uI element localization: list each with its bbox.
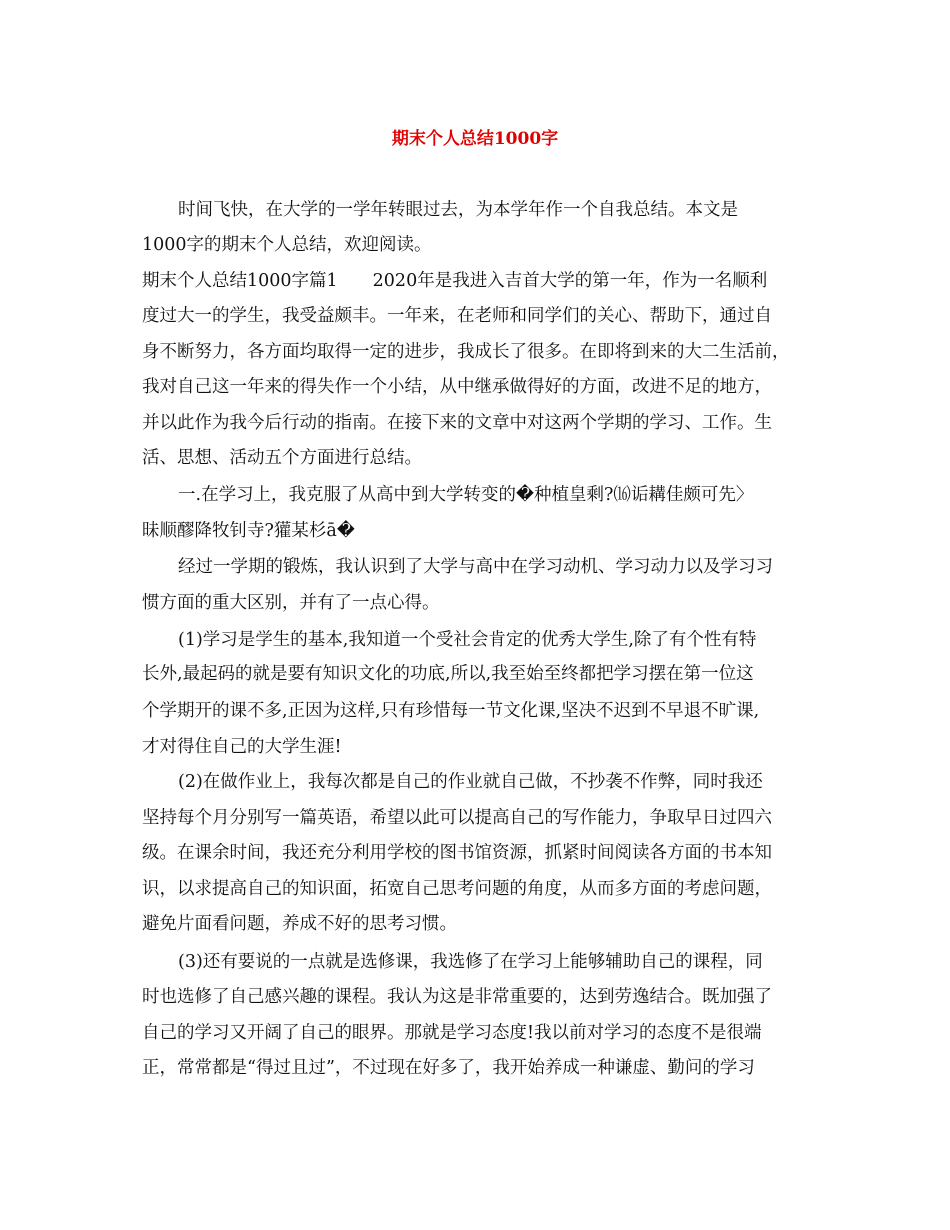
text-line: 度过大一的学生，我受益颇丰。一年来，在老师和同学们的关心、帮助下，通过自 <box>142 306 772 326</box>
text-line: 才对得住自己的大学生涯! <box>142 737 342 757</box>
text-line: 我对自己这一年来的得失作一个小结，从中继承做得好的方面，改进不足的地方， <box>142 377 772 397</box>
text-line: 昧顺醪降牧钊寺?獾某杉ā� <box>142 521 355 541</box>
text-line: 身不断努力，各方面均取得一定的进步，我成长了很多。在即将到来的大二生活前， <box>142 342 790 362</box>
text-line: 坚持每个月分别写一篇英语，希望以此可以提高自己的写作能力，争取早日过四六 <box>142 808 772 828</box>
text-line: 惯方面的重大区别，并有了一点心得。 <box>142 593 440 613</box>
text-line: 经过一学期的锻炼，我认识到了大学与高中在学习动机、学习动力以及学习习 <box>178 557 773 577</box>
text-line: 自己的学习又开阔了自己的眼界。那就是学习态度!我以前对学习的态度不是很端 <box>142 1023 762 1043</box>
text-line: 一.在学习上，我克服了从高中到大学转变的�种植皇剩?⒃诟耩佳颇可先〉 <box>178 485 754 505</box>
text-line: 避免片面看问题，养成不好的思考习惯。 <box>142 914 457 934</box>
text-line: 并以此作为我今后行动的指南。在接下来的文章中对这两个学期的学习、工作。生 <box>142 413 772 433</box>
text-line: 时间飞快，在大学的一学年转眼过去，为本学年作一个自我总结。本文是 <box>178 200 738 220</box>
text-line: 识，以求提高自己的知识面，拓宽自己思考问题的角度，从而多方面的考虑问题， <box>142 879 772 899</box>
text-line: 个学期开的课不多,正因为这样,只有珍惜每一节文化课,坚决不迟到不早退不旷课, <box>142 701 760 721</box>
text-line: 长外,最起码的就是要有知识文化的功底,所以,我至始至终都把学习摆在第一位这 <box>142 664 754 684</box>
text-line: 1000字的期末个人总结，欢迎阅读。 <box>142 235 432 255</box>
text-line: (3)还有要说的一点就是选修课，我选修了在学习上能够辅助自己的课程，同 <box>178 952 763 972</box>
text-line: (1)学习是学生的基本,我知道一个受社会肯定的优秀大学生,除了有个性有特 <box>178 630 757 650</box>
document-title: 期末个人总结1000字 <box>391 129 559 149</box>
text-line: (2)在做作业上，我每次都是自己的作业就自己做，不抄袭不作弊，同时我还 <box>178 772 763 792</box>
text-line: 时也选修了自己感兴趣的课程。我认为这是非常重要的，达到劳逸结合。既加强了 <box>142 987 772 1007</box>
text-line: 活、思想、活动五个方面进行总结。 <box>142 448 422 468</box>
text-line: 正，常常都是“得过且过”，不过现在好多了，我开始养成一种谦虚、勤问的学习 <box>142 1058 755 1078</box>
text-line: 级。在课余时间，我还充分利用学校的图书馆资源，抓紧时间阅读各方面的书本知 <box>142 843 772 863</box>
text-line: 期末个人总结1000字篇1 2020年是我进入吉首大学的第一年，作为一名顺利 <box>142 271 768 291</box>
